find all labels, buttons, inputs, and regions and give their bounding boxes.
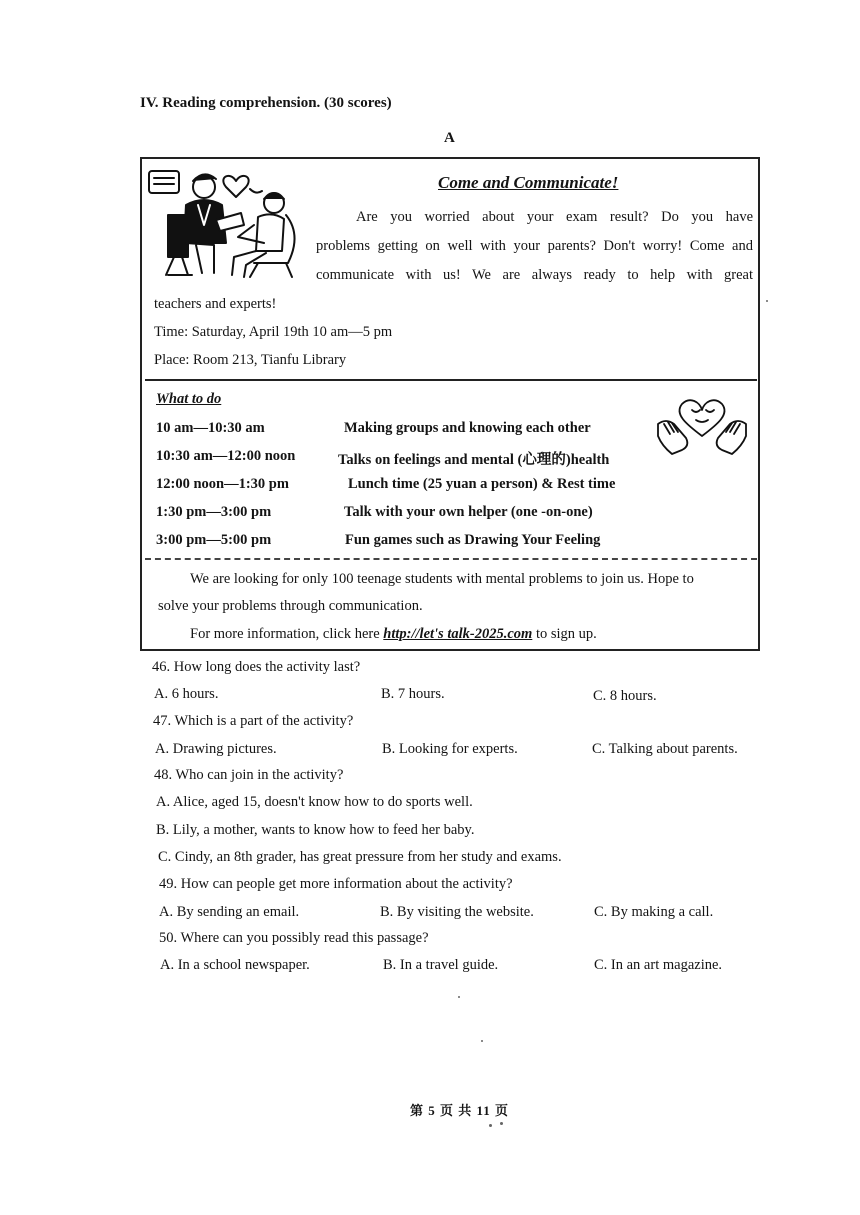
more-info-prefix: For more information, click here — [190, 626, 384, 642]
page-footer: 第 5 页 共 11 页 — [410, 1103, 510, 1118]
ad-time: Time: Saturday, April 19th 10 am—5 pm — [154, 324, 393, 340]
q49-option-a: A. By sending an email. — [159, 904, 300, 920]
scan-speck — [500, 1122, 503, 1125]
schedule-time-4: 1:30 pm—3:00 pm — [156, 504, 272, 520]
question-48: 48. Who can join in the activity? — [154, 767, 344, 783]
schedule-activity-4: Talk with your own helper (one -on-one) — [344, 504, 593, 520]
q48-option-c: C. Cindy, an 8th grader, has great pressure from her study and exams. — [158, 849, 562, 865]
scan-speck — [481, 1040, 483, 1042]
heart-hands-icon — [652, 394, 752, 464]
question-47: 47. Which is a part of the activity? — [153, 713, 354, 729]
schedule-time-1: 10 am—10:30 am — [156, 420, 265, 436]
schedule-activity-1: Making groups and knowing each other — [344, 420, 591, 436]
section-divider — [145, 379, 757, 381]
q50-option-b: B. In a travel guide. — [383, 957, 499, 973]
section-divider-dashed — [145, 558, 757, 560]
question-49: 49. How can people get more information about the activity? — [159, 876, 513, 892]
ad-intro-line-2: problems getting on well with your parents? Don't worry! Come and — [316, 238, 753, 254]
note-line-2: solve your problems through communication. — [158, 598, 423, 614]
schedule-time-2: 10:30 am—12:00 noon — [156, 448, 296, 464]
ad-intro-line-3: communicate with us! We are always ready to help with great — [316, 267, 753, 283]
ad-intro-line-1: Are you worried about your exam result? Do you have — [356, 209, 753, 225]
more-info-line — [190, 626, 597, 643]
schedule-time-3: 12:00 noon—1:30 pm — [156, 476, 289, 492]
schedule-activity-3: Lunch time (25 yuan a person) & Rest time — [348, 476, 616, 492]
scan-speck — [458, 996, 460, 998]
q49-option-c: C. By making a call. — [594, 904, 714, 920]
signup-link[interactable]: http://let's talk-2025.com — [383, 626, 533, 642]
scan-speck — [766, 300, 768, 302]
schedule-activity-5: Fun games such as Drawing Your Feeling — [345, 532, 601, 548]
counseling-illustration — [146, 165, 306, 280]
q46-option-c: C. 8 hours. — [593, 688, 657, 704]
q48-option-b: B. Lily, a mother, wants to know how to feed her baby. — [156, 822, 475, 838]
q50-option-a: A. In a school newspaper. — [160, 957, 310, 973]
q46-option-a: A. 6 hours. — [154, 686, 219, 702]
question-50: 50. Where can you possibly read this passage? — [159, 930, 429, 946]
q47-option-b: B. Looking for experts. — [382, 741, 518, 757]
what-to-do-heading: What to do — [156, 391, 222, 407]
section-title: IV. Reading comprehension. (30 scores) — [140, 95, 392, 111]
q47-option-c: C. Talking about parents. — [592, 741, 738, 757]
q46-option-b: B. 7 hours. — [381, 686, 445, 702]
question-46: 46. How long does the activity last? — [152, 659, 361, 675]
more-info-suffix: to sign up. — [532, 626, 597, 642]
ad-place: Place: Room 213, Tianfu Library — [154, 352, 347, 368]
schedule-time-5: 3:00 pm—5:00 pm — [156, 532, 272, 548]
q49-option-b: B. By visiting the website. — [380, 904, 534, 920]
schedule-activity-2: Talks on feelings and mental (心理的)health — [338, 452, 610, 468]
ad-intro-line-4: teachers and experts! — [154, 296, 277, 312]
ad-title: Come and Communicate! — [438, 173, 619, 192]
q47-option-a: A. Drawing pictures. — [155, 741, 277, 757]
passage-letter: A — [444, 130, 455, 146]
q50-option-c: C. In an art magazine. — [594, 957, 723, 973]
note-line-1: We are looking for only 100 teenage students with mental problems to join us. Hope to — [190, 571, 694, 587]
scan-speck — [489, 1124, 492, 1127]
q48-option-a: A. Alice, aged 15, doesn't know how to do sports well. — [156, 794, 473, 810]
